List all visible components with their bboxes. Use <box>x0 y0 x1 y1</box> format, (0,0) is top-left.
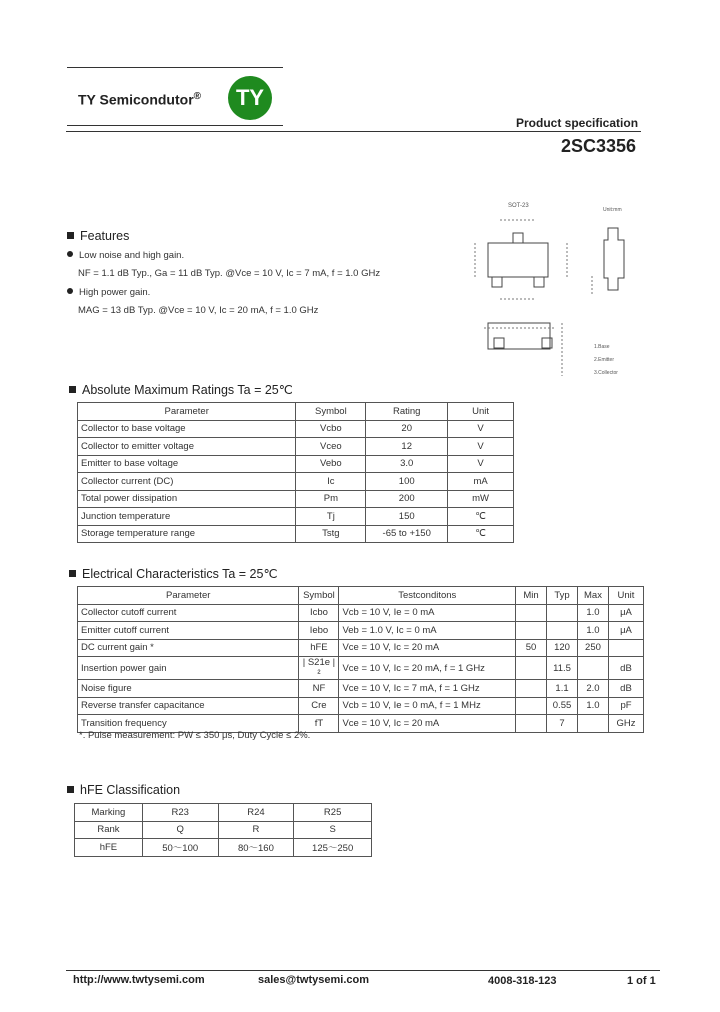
cell-rating: 20 <box>366 420 448 438</box>
table-row <box>78 438 514 456</box>
cell-parameter: Emitter cutoff current <box>78 622 299 640</box>
package-side-view <box>604 228 624 290</box>
cell-rating: 12 <box>366 438 448 456</box>
cell-max: 1.0 <box>578 697 609 715</box>
cell-unit: pF <box>608 697 643 715</box>
package-name: SOT-23 <box>508 203 529 209</box>
table-row <box>78 473 514 491</box>
footer-website[interactable]: http://www.twtysemi.com <box>73 974 205 986</box>
cell-symbol: Cre <box>299 697 339 715</box>
hfe-title: hFE Classification <box>80 783 181 797</box>
cell-unit: dB <box>608 680 643 698</box>
table-row <box>78 455 514 473</box>
feature-2: NF = 1.1 dB Typ., Ga = 11 dB Typ. @Vce = 10 V, Ic = 7 mA, f = 1.0 GHz <box>78 268 381 279</box>
cell-parameter: Total power dissipation <box>78 490 296 508</box>
cell-parameter: Emitter to base voltage <box>78 455 296 473</box>
cell-parameter: Noise figure <box>78 680 299 698</box>
cell-conditions: Veb = 1.0 V, Ic = 0 mA <box>339 622 516 640</box>
package-bottom-view <box>488 323 550 349</box>
cell-min <box>516 697 547 715</box>
pin-2 <box>534 277 544 287</box>
cell-value: R23 <box>142 804 218 822</box>
feature-1-text: Low noise and high gain. <box>79 250 185 261</box>
cell-min <box>516 622 547 640</box>
cell-symbol: Icbo <box>299 604 339 622</box>
col-min: Min <box>516 587 547 605</box>
cell-parameter: Transition frequency <box>78 715 299 733</box>
cell-typ: 120 <box>547 639 578 657</box>
cell-conditions: Vce = 10 V, Ic = 7 mA, f = 1 GHz <box>339 680 516 698</box>
cell-unit: V <box>448 420 514 438</box>
table-row <box>78 420 514 438</box>
cell-unit: ℃ <box>448 525 514 543</box>
cell-max: 250 <box>578 639 609 657</box>
cell-label: hFE <box>75 839 143 857</box>
square-bullet-icon <box>69 570 76 577</box>
cell-typ: 0.55 <box>547 697 578 715</box>
feature-3 <box>67 287 150 298</box>
cell-typ: 1.1 <box>547 680 578 698</box>
package-body-top-view <box>488 243 548 277</box>
cell-rating: -65 to +150 <box>366 525 448 543</box>
elec-heading <box>69 566 277 581</box>
hfe-table <box>74 803 372 857</box>
cell-typ <box>547 604 578 622</box>
table-row <box>78 622 644 640</box>
company-name-text: TY Semicondutor <box>78 91 194 108</box>
feature-4: MAG = 13 dB Typ. @Vce = 10 V, Ic = 20 mA, f = 1.0 GHz <box>78 305 319 316</box>
cell-min <box>516 604 547 622</box>
header-rule-top <box>67 67 283 68</box>
table-row <box>75 839 372 857</box>
cell-typ <box>547 622 578 640</box>
footer-email[interactable]: sales@twtysemi.com <box>258 974 369 986</box>
cell-min <box>516 657 547 680</box>
header-rule-bottom <box>67 125 283 126</box>
cell-conditions: Vce = 10 V, Ic = 20 mA <box>339 639 516 657</box>
cell-max: 2.0 <box>578 680 609 698</box>
abs-max-heading <box>69 382 293 397</box>
cell-typ: 11.5 <box>547 657 578 680</box>
square-bullet-icon <box>67 232 74 239</box>
cell-symbol: Vebo <box>296 455 366 473</box>
cell-unit: μA <box>608 604 643 622</box>
features-heading <box>67 229 129 243</box>
table-row <box>78 657 644 680</box>
cell-unit: dB <box>608 657 643 680</box>
part-number: 2SC3356 <box>561 136 637 156</box>
cell-value: 50～100 <box>142 839 218 857</box>
col-symbol: Symbol <box>299 587 339 605</box>
table-row <box>78 639 644 657</box>
cell-rating: 100 <box>366 473 448 491</box>
cell-value: S <box>294 821 372 839</box>
table-row <box>75 804 372 822</box>
footer-page-number: 1 of 1 <box>627 975 656 987</box>
cell-symbol: NF <box>299 680 339 698</box>
footer-rule <box>66 970 660 971</box>
product-spec-label: Product specification <box>516 116 639 130</box>
table-header-row <box>78 403 514 421</box>
table-row <box>78 525 514 543</box>
cell-max: 1.0 <box>578 622 609 640</box>
cell-symbol: Vcbo <box>296 420 366 438</box>
cell-symbol: Vceo <box>296 438 366 456</box>
square-bullet-icon <box>67 786 74 793</box>
table-row <box>78 508 514 526</box>
cell-value: Q <box>142 821 218 839</box>
feature-1 <box>67 250 184 261</box>
square-bullet-icon <box>69 386 76 393</box>
package-unit: Unit:mm <box>603 207 622 213</box>
cell-conditions: Vce = 10 V, Ic = 20 mA, f = 1 GHz <box>339 657 516 680</box>
table-row <box>78 604 644 622</box>
package-outline-drawing <box>470 198 640 380</box>
cell-value: R24 <box>218 804 294 822</box>
col-test-conditions: Testconditons <box>339 587 516 605</box>
table-row <box>78 697 644 715</box>
cell-conditions: Vcb = 10 V, Ie = 0 mA, f = 1 MHz <box>339 697 516 715</box>
cell-parameter: DC current gain * <box>78 639 299 657</box>
cell-parameter: Collector to base voltage <box>78 420 296 438</box>
elec-table <box>77 586 644 733</box>
cell-unit: mA <box>448 473 514 491</box>
cell-unit: mW <box>448 490 514 508</box>
cell-parameter: Collector current (DC) <box>78 473 296 491</box>
col-max: Max <box>578 587 609 605</box>
cell-rating: 200 <box>366 490 448 508</box>
pin-1 <box>492 277 502 287</box>
cell-max <box>578 715 609 733</box>
cell-min: 50 <box>516 639 547 657</box>
col-parameter: Parameter <box>78 587 299 605</box>
features-title: Features <box>80 229 130 243</box>
cell-conditions: Vcb = 10 V, Ie = 0 mA <box>339 604 516 622</box>
table-row <box>78 680 644 698</box>
cell-parameter: Junction temperature <box>78 508 296 526</box>
cell-parameter: Collector to emitter voltage <box>78 438 296 456</box>
cell-parameter: Reverse transfer capacitance <box>78 697 299 715</box>
footer-phone: 4008-318-123 <box>488 975 557 987</box>
col-unit: Unit <box>448 403 514 421</box>
cell-unit <box>608 639 643 657</box>
cell-min <box>516 715 547 733</box>
cell-parameter: Collector cutoff current <box>78 604 299 622</box>
round-bullet-icon <box>67 251 73 257</box>
cell-parameter: Storage temperature range <box>78 525 296 543</box>
cell-unit: ℃ <box>448 508 514 526</box>
cell-symbol: Tj <box>296 508 366 526</box>
pin-label-3: 3.Collector <box>594 370 618 376</box>
col-unit: Unit <box>608 587 643 605</box>
ty-logo: TY <box>228 76 272 120</box>
cell-typ: 7 <box>547 715 578 733</box>
elec-title: Electrical Characteristics Ta = 25℃ <box>82 567 278 581</box>
cell-parameter: Insertion power gain <box>78 657 299 680</box>
cell-symbol: Tstg <box>296 525 366 543</box>
table-row <box>78 490 514 508</box>
cell-symbol: Pm <box>296 490 366 508</box>
cell-value: 80～160 <box>218 839 294 857</box>
cell-value: R <box>218 821 294 839</box>
round-bullet-icon <box>67 288 73 294</box>
cell-symbol: | S21e |² <box>299 657 339 680</box>
company-name <box>78 91 201 108</box>
col-typ: Typ <box>547 587 578 605</box>
registered-mark: ® <box>193 91 202 102</box>
cell-symbol: Iebo <box>299 622 339 640</box>
pin-3 <box>513 233 523 243</box>
pin-label-1: 1.Base <box>594 344 610 350</box>
cell-rating: 150 <box>366 508 448 526</box>
col-parameter: Parameter <box>78 403 296 421</box>
cell-symbol: fT <box>299 715 339 733</box>
cell-label: Rank <box>75 821 143 839</box>
cell-unit: GHz <box>608 715 643 733</box>
abs-max-title: Absolute Maximum Ratings Ta = 25℃ <box>82 383 293 397</box>
cell-symbol: hFE <box>299 639 339 657</box>
cell-value: R25 <box>294 804 372 822</box>
cell-symbol: Ic <box>296 473 366 491</box>
cell-max: 1.0 <box>578 604 609 622</box>
feature-3-text: High power gain. <box>79 287 151 298</box>
pulse-note: *. Pulse measurement: PW ≤ 350 μs, Duty Cycle ≤ 2%. <box>79 730 311 741</box>
cell-max <box>578 657 609 680</box>
product-spec-rule <box>66 131 641 132</box>
cell-min <box>516 680 547 698</box>
cell-rating: 3.0 <box>366 455 448 473</box>
col-rating: Rating <box>366 403 448 421</box>
table-row <box>75 821 372 839</box>
table-header-row <box>78 587 644 605</box>
hfe-heading <box>67 783 180 797</box>
cell-unit: μA <box>608 622 643 640</box>
cell-conditions: Vce = 10 V, Ic = 20 mA <box>339 715 516 733</box>
cell-label: Marking <box>75 804 143 822</box>
pin-label-2: 2.Emitter <box>594 357 615 363</box>
col-symbol: Symbol <box>296 403 366 421</box>
abs-max-table <box>77 402 514 543</box>
cell-unit: V <box>448 438 514 456</box>
cell-value: 125～250 <box>294 839 372 857</box>
cell-unit: V <box>448 455 514 473</box>
